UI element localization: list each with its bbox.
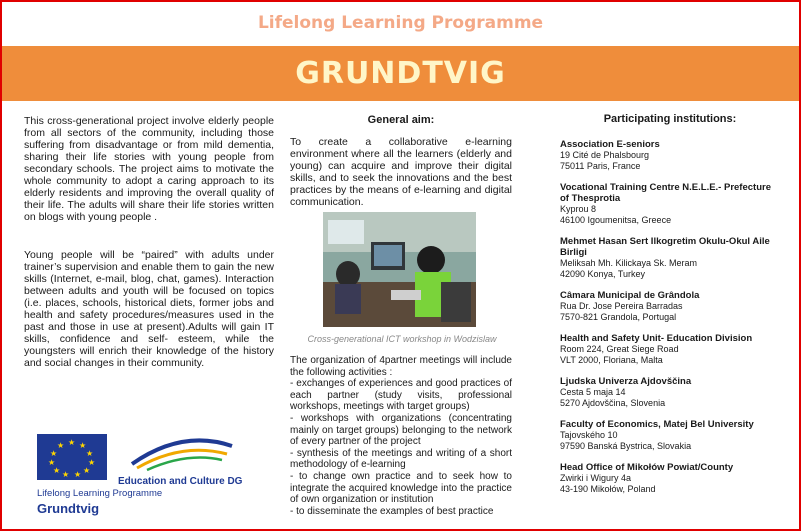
institution-city: 5270 Ajdovščina, Slovenia [560,398,666,408]
institution [560,376,780,409]
institution-address: Tajovského 10 [560,430,618,440]
institution [560,182,780,226]
institution-name: Health and Safety Unit- Education Division [560,333,753,344]
photo-caption: Cross-generational ICT workshop in Wodzislaw [307,334,497,344]
institution-name: Head Office of Mikołów Powiat/County [560,462,734,473]
activities-block [290,355,512,517]
logo-area [32,432,282,522]
general-aim-heading: General aim: [367,114,435,126]
institution-address: 19 Cité de Phalsbourg [560,150,650,160]
institution [560,290,780,323]
activity-item: - synthesis of the meetings and writing of a short methodology of e-learning [290,447,512,471]
institution-city: 43-190 Mikołów, Poland [560,484,656,494]
main-title: GRUNDTVIG [295,56,506,91]
institution [560,236,780,280]
llp-label: Lifelong Learning Programme [37,488,163,499]
institution-address: Kyprou 8 [560,204,597,214]
dg-label: Education and Culture DG [118,476,243,487]
institution-address: Rua Dr. Jose Pereira Barradas [560,301,683,311]
activity-item: - workshops with organizations (concentrating mainly on target groups) belonging to the network of every partner of the project [290,412,512,448]
institution-name: Vocational Training Centre N.E.L.E.- Prefecture of Thesprotia [560,182,771,204]
institution [560,462,780,495]
activity-item: - to change own practice and to seek how to integrate the acquired knowledge into the practice of own organization or institution [290,470,512,506]
institution-name: Faculty of Economics, Matej Bel University [560,419,754,430]
institution-city: 46100 Igoumenitsa, Greece [560,215,672,225]
grundtvig-logo-label: Grundtvig [37,501,100,516]
swoosh-logo-icon [127,434,237,472]
activity-item: - to disseminate the examples of best practice [290,505,494,517]
institution-address: Room 224, Great Siege Road [560,344,679,354]
top-bar [2,2,799,46]
institutions-heading: Participating institutions: [603,113,737,125]
middle-column [290,114,512,208]
workshop-photo [323,212,476,327]
workshop-photo-image [323,212,476,327]
institution-address: Cesta 5 maja 14 [560,387,626,397]
left-column [24,115,274,369]
institution-name: Ljudska Univerza Ajdovščina [560,376,692,387]
institution-address: Zwirki i Wigury 4a [560,473,632,483]
programme-title: Lifelong Learning Programme [257,13,544,33]
institution-name: Association E-seniors [560,139,660,150]
institution-city: 42090 Konya, Turkey [560,269,646,279]
institution [560,333,780,366]
title-band [2,46,799,101]
eu-flag-icon: ★ ★ ★ ★ ★ ★ ★ ★ ★ ★ ★ [37,434,107,480]
institution-city: VLT 2000, Floriana, Malta [560,355,663,365]
activities-intro: The organization of 4partner meetings will include the following activities : [290,355,512,378]
activity-item: - exchanges of experiences and good practices of each partner (study visits, professional workshops, meetings with target groups) [290,378,512,413]
institution-name: Câmara Municipal de Grândola [560,290,700,301]
institution [560,419,780,452]
general-aim-text: To create a collaborative e-learning environment where all the learners (elderly and young) can acquire and improve their digital skills, and to seek the innovations and the best practices by the means of e-learning and digital communication. [290,136,512,208]
institution [560,139,780,172]
institution-city: 75011 Paris, France [560,161,641,171]
institution-address: Meliksah Mh. Kilickaya Sk. Meram [560,258,698,268]
pairing-description: Young people will be “paired” with adults under trainer’s supervision and enable them to gain the new skills (Internet, e-mail, blog, chat, games). Interaction between adults and youth will be focused on topics (i.e. places, schools, historical diets, former jobs and health and safety procedures/measures used in the past and those in use at present).Adults will gain IT skills, confidence and self- esteem, while the youngsters will enrich their knowledge of the history and social changes in their community. [24,249,274,369]
right-column [560,114,780,505]
institution-city: 97590 Banská Bystrica, Slovakia [560,441,692,451]
project-description: This cross-generational project involve elderly people from all sectors of the community, including those suffering from disadvantage or from mild dementia, sharing their life stories with young people from secondary schools. The project aims to motivate the whole community to adopt a caring approach to its elderly residents and improving the overall quality of their life. The adults will share their life stories written on blogs with young people . [24,115,274,223]
institution-city: 7570-821 Grandola, Portugal [560,312,677,322]
institution-name: Mehmet Hasan Sert Ilkogretim Okulu-Okul Aile Birligi [560,236,770,258]
